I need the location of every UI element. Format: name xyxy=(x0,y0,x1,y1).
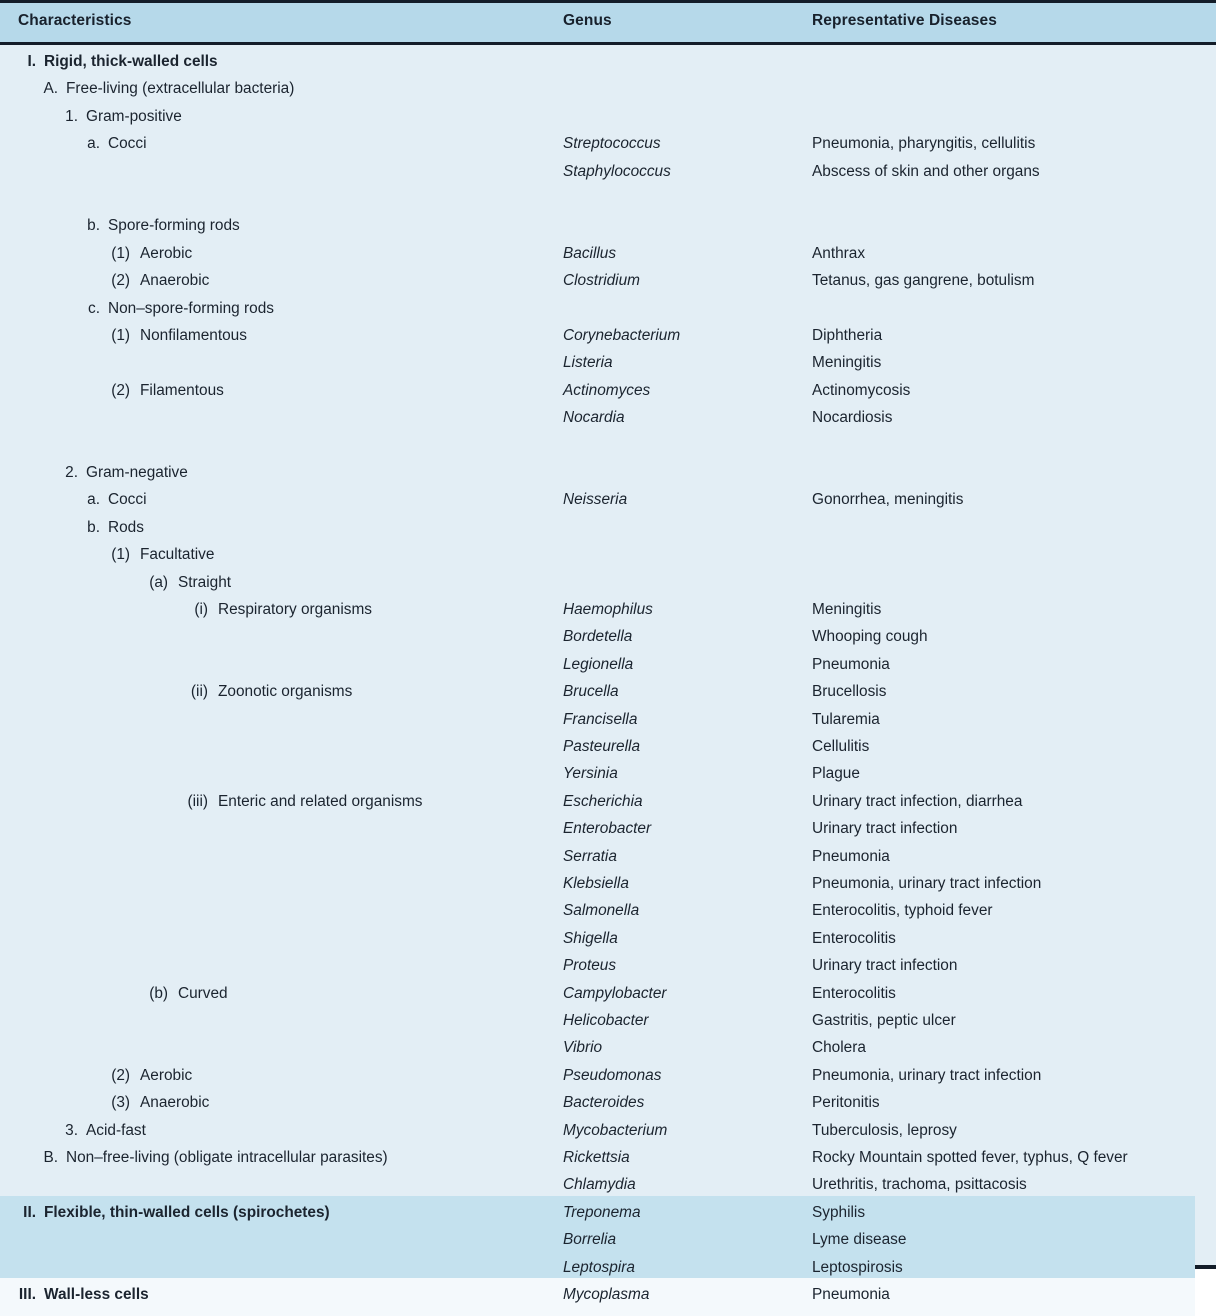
characteristics-label: Straight xyxy=(178,573,232,591)
representative-diseases-cell: Cholera xyxy=(812,1039,866,1057)
representative-diseases-cell: Brucellosis xyxy=(812,683,887,701)
characteristics-label: Respiratory organisms xyxy=(218,601,372,618)
genus-cell: Rickettsia xyxy=(563,1149,630,1166)
genus-cell: Clostridium xyxy=(563,272,640,290)
genus-cell: Klebsiella xyxy=(563,875,629,892)
table-row[interactable] xyxy=(0,600,1195,627)
table-row[interactable] xyxy=(0,1038,1195,1065)
characteristics-label: Aerobic xyxy=(140,244,193,262)
characteristics-label: Anaerobic xyxy=(140,1094,210,1112)
genus-cell: Campylobacter xyxy=(563,984,667,1002)
genus-cell: Pasteurella xyxy=(563,738,640,755)
representative-diseases-cell: Lyme disease xyxy=(812,1231,907,1249)
characteristics-label: Curved xyxy=(178,984,228,1002)
characteristics-label: Gram-positive xyxy=(86,107,182,125)
representative-diseases-cell: Urethritis, trachoma, psittacosis xyxy=(812,1176,1027,1194)
table-row[interactable] xyxy=(0,901,1195,928)
representative-diseases-cell: Urinary tract infection xyxy=(812,957,958,975)
representative-diseases-cell: Nocardiosis xyxy=(812,409,893,427)
characteristics-label: Acid-fast xyxy=(86,1121,146,1139)
representative-diseases-cell: Enterocolitis xyxy=(812,984,896,1002)
outline-marker: (2) xyxy=(111,1066,130,1084)
genus-cell: Listeria xyxy=(563,354,613,372)
table-row[interactable] xyxy=(0,79,1195,106)
table-row[interactable] xyxy=(0,244,1195,271)
outline-marker: (b) xyxy=(149,984,168,1002)
table-row[interactable] xyxy=(0,847,1195,874)
characteristics-label: Wall-less cells xyxy=(44,1286,149,1303)
outline-marker: 2. xyxy=(65,464,78,481)
table-row[interactable] xyxy=(0,627,1195,654)
table-row[interactable] xyxy=(0,490,1195,517)
representative-diseases-cell: Tetanus, gas gangrene, botulism xyxy=(812,272,1035,290)
genus-cell: Bacteroides xyxy=(563,1094,645,1112)
table-row[interactable] xyxy=(0,326,1195,353)
table-header-row xyxy=(0,0,1216,45)
representative-diseases-cell: Tuberculosis, leprosy xyxy=(812,1121,957,1139)
table-row[interactable] xyxy=(0,682,1195,709)
characteristics-label: Free-living (extracellular bacteria) xyxy=(66,80,295,98)
table-row[interactable] xyxy=(0,299,1195,326)
table-row[interactable] xyxy=(0,1230,1195,1257)
genus-cell: Chlamydia xyxy=(563,1176,636,1194)
outline-marker: 3. xyxy=(65,1121,78,1139)
characteristics-label: Nonfilamentous xyxy=(140,327,247,344)
genus-cell: Enterobacter xyxy=(563,820,652,838)
genus-cell: Helicobacter xyxy=(563,1012,649,1029)
column-header-genus: Genus xyxy=(563,12,612,29)
outline-marker: b. xyxy=(87,518,100,536)
outline-marker: II. xyxy=(23,1203,36,1221)
genus-cell: Vibrio xyxy=(563,1039,603,1057)
table-row[interactable] xyxy=(0,929,1195,956)
representative-diseases-cell: Gonorrhea, meningitis xyxy=(812,491,964,509)
outline-marker: (iii) xyxy=(187,792,208,810)
characteristics-label: Flexible, thin-walled cells (spirochetes) xyxy=(44,1203,330,1221)
characteristics-label: Facultative xyxy=(140,546,215,564)
outline-marker: (1) xyxy=(111,327,130,344)
table-row[interactable] xyxy=(0,1258,1195,1285)
table-row[interactable] xyxy=(0,463,1195,490)
table-row[interactable] xyxy=(0,792,1195,819)
outline-marker: c. xyxy=(88,299,100,317)
characteristics-label: Anaerobic xyxy=(140,272,210,290)
table-row[interactable] xyxy=(0,764,1195,791)
column-header-characteristics: Characteristics xyxy=(18,12,132,29)
genus-cell: Haemophilus xyxy=(563,601,653,618)
characteristics-label: Cocci xyxy=(108,135,147,153)
table-row[interactable] xyxy=(0,518,1195,545)
outline-marker: (i) xyxy=(194,601,208,618)
characteristics-label: Aerobic xyxy=(140,1066,193,1084)
genus-cell: Bordetella xyxy=(563,628,633,646)
representative-diseases-cell: Gastritis, peptic ulcer xyxy=(812,1012,956,1029)
genus-cell: Streptococcus xyxy=(563,135,661,153)
table-row[interactable] xyxy=(0,545,1195,572)
representative-diseases-cell: Pneumonia xyxy=(812,847,890,865)
characteristics-label: Non–spore-forming rods xyxy=(108,299,274,317)
table-row[interactable] xyxy=(0,408,1195,435)
genus-cell: Proteus xyxy=(563,957,617,975)
representative-diseases-cell: Syphilis xyxy=(812,1203,866,1221)
table-row[interactable] xyxy=(0,271,1195,298)
representative-diseases-cell: Pneumonia xyxy=(812,1286,890,1303)
genus-cell: Staphylococcus xyxy=(563,162,671,180)
genus-cell: Brucella xyxy=(563,683,619,701)
table-row[interactable] xyxy=(0,573,1195,600)
table-row[interactable] xyxy=(0,874,1195,901)
table-row[interactable] xyxy=(0,819,1195,846)
table-row[interactable] xyxy=(0,162,1195,189)
representative-diseases-cell: Tularemia xyxy=(812,710,880,728)
representative-diseases-cell: Cellulitis xyxy=(812,738,870,755)
representative-diseases-cell: Whooping cough xyxy=(812,628,928,646)
table-row[interactable] xyxy=(0,436,1195,463)
characteristics-label: Enteric and related organisms xyxy=(218,792,423,810)
genus-cell: Borrelia xyxy=(563,1231,617,1249)
genus-cell: Nocardia xyxy=(563,409,625,427)
genus-cell: Escherichia xyxy=(563,792,643,810)
characteristics-label: Cocci xyxy=(108,491,147,509)
representative-diseases-cell: Meningitis xyxy=(812,601,882,618)
table-row[interactable] xyxy=(0,710,1195,737)
column-header-representative-diseases: Representative Diseases xyxy=(812,12,997,29)
outline-marker: (2) xyxy=(111,272,130,290)
table-body xyxy=(0,45,1216,1303)
representative-diseases-cell: Abscess of skin and other organs xyxy=(812,162,1040,180)
genus-cell: Neisseria xyxy=(563,491,628,509)
representative-diseases-cell: Peritonitis xyxy=(812,1094,880,1112)
table-row[interactable] xyxy=(0,1203,1195,1230)
table-row[interactable] xyxy=(0,381,1195,408)
genus-cell: Legionella xyxy=(563,655,634,673)
genus-cell: Treponema xyxy=(563,1203,641,1221)
representative-diseases-cell: Rocky Mountain spotted fever, typhus, Q fever xyxy=(812,1149,1128,1166)
genus-cell: Corynebacterium xyxy=(563,327,681,344)
representative-diseases-cell: Urinary tract infection xyxy=(812,820,958,838)
genus-cell: Bacillus xyxy=(563,244,617,262)
outline-marker: a. xyxy=(87,135,100,153)
genus-cell: Mycobacterium xyxy=(563,1121,668,1139)
representative-diseases-cell: Leptospirosis xyxy=(812,1258,903,1276)
characteristics-label: Spore-forming rods xyxy=(108,217,240,235)
table-row[interactable] xyxy=(0,737,1195,764)
outline-marker: I. xyxy=(27,53,36,70)
characteristics-label: Gram-negative xyxy=(86,464,188,481)
characteristics-label: Rigid, thick-walled cells xyxy=(44,53,218,70)
genus-cell: Leptospira xyxy=(563,1258,635,1276)
outline-marker: (3) xyxy=(111,1094,130,1112)
characteristics-label: Non–free-living (obligate intracellular parasites) xyxy=(66,1149,388,1166)
table-row[interactable] xyxy=(0,1011,1195,1038)
table-row[interactable] xyxy=(0,956,1195,983)
outline-marker: III. xyxy=(18,1286,36,1303)
outline-marker: B. xyxy=(43,1149,58,1166)
table-row[interactable] xyxy=(0,1066,1195,1093)
representative-diseases-cell: Enterocolitis, typhoid fever xyxy=(812,902,993,920)
representative-diseases-cell: Pneumonia, urinary tract infection xyxy=(812,875,1042,892)
table-row[interactable] xyxy=(0,655,1195,682)
outline-marker: (1) xyxy=(111,244,130,262)
outline-marker: (a) xyxy=(149,573,168,591)
table-row[interactable] xyxy=(0,52,1195,79)
genus-cell: Yersinia xyxy=(563,765,618,783)
genus-cell: Pseudomonas xyxy=(563,1066,662,1084)
representative-diseases-cell: Plague xyxy=(812,765,860,783)
representative-diseases-cell: Diphtheria xyxy=(812,327,883,344)
genus-cell: Actinomyces xyxy=(563,381,651,399)
table-row[interactable] xyxy=(0,134,1195,161)
table-row[interactable] xyxy=(0,1175,1195,1202)
table-row[interactable] xyxy=(0,107,1195,134)
genus-cell: Serratia xyxy=(563,847,617,865)
table-row[interactable] xyxy=(0,1148,1195,1175)
representative-diseases-cell: Enterocolitis xyxy=(812,929,896,947)
genus-cell: Shigella xyxy=(563,929,618,947)
genus-cell: Salmonella xyxy=(563,902,640,920)
representative-diseases-cell: Urinary tract infection, diarrhea xyxy=(812,792,1023,810)
table-row[interactable] xyxy=(0,189,1195,216)
table-row[interactable] xyxy=(0,353,1195,380)
table-row[interactable] xyxy=(0,216,1195,243)
representative-diseases-cell: Actinomycosis xyxy=(812,381,911,399)
characteristics-label: Zoonotic organisms xyxy=(218,683,353,701)
outline-marker: (ii) xyxy=(190,683,208,701)
outline-marker: (2) xyxy=(111,381,130,399)
representative-diseases-cell: Pneumonia, urinary tract infection xyxy=(812,1066,1042,1084)
representative-diseases-cell: Anthrax xyxy=(812,244,866,262)
table-row[interactable] xyxy=(0,1121,1195,1148)
representative-diseases-cell: Meningitis xyxy=(812,354,882,372)
characteristics-label: Rods xyxy=(108,518,144,536)
outline-marker: A. xyxy=(43,80,58,98)
genus-cell: Francisella xyxy=(563,710,638,728)
outline-marker: 1. xyxy=(65,107,78,125)
representative-diseases-cell: Pneumonia, pharyngitis, cellulitis xyxy=(812,135,1036,153)
representative-diseases-cell: Pneumonia xyxy=(812,655,890,673)
table-row[interactable] xyxy=(0,1093,1195,1120)
characteristics-label: Filamentous xyxy=(140,381,224,399)
genus-cell: Mycoplasma xyxy=(563,1286,650,1303)
outline-marker: a. xyxy=(87,491,100,509)
outline-marker: b. xyxy=(87,217,100,235)
table-row[interactable] xyxy=(0,984,1195,1011)
table-row[interactable] xyxy=(0,1285,1195,1312)
outline-marker: (1) xyxy=(111,546,130,564)
